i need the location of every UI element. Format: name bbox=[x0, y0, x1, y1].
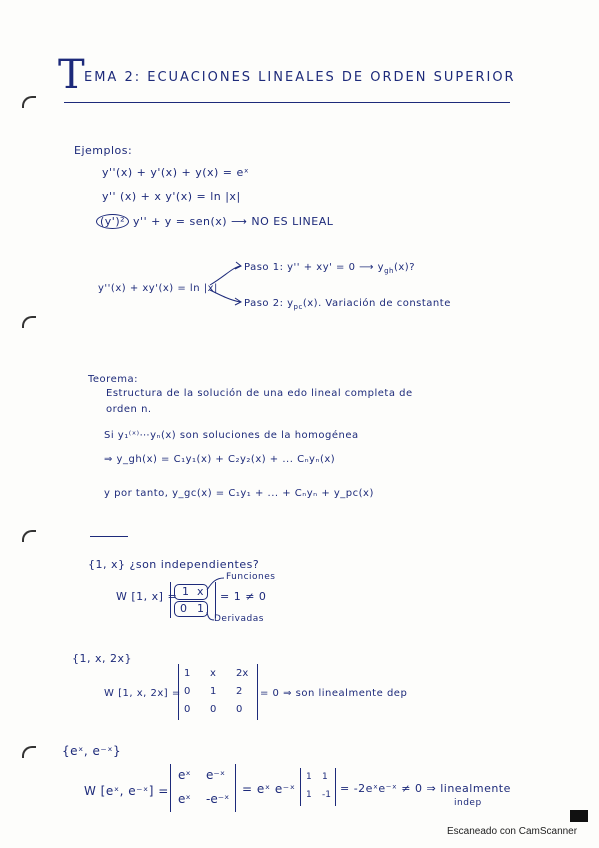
wronskian-1-lhs: W [1, x] = bbox=[116, 590, 178, 603]
theorem-line-3: Si y₁⁽ˣ⁾⋯yₙ(x) son soluciones de la homogénea bbox=[104, 430, 359, 441]
wronskian-3-lhs: W [eˣ, e⁻ˣ] = bbox=[84, 784, 169, 798]
example-equation-4: y''(x) + xy'(x) = ln |x| bbox=[98, 283, 218, 294]
paso-1-text: Paso 1: y'' + xy' = 0 ⟶ y bbox=[244, 262, 385, 273]
scanner-footer: Escaneado con CamScanner bbox=[447, 826, 578, 837]
functions-annotation: Funciones bbox=[226, 572, 276, 582]
page-title: EMA 2: ECUACIONES LINEALES DE ORDEN SUPERIOR bbox=[84, 70, 516, 85]
paso-2-end: (x). Variación de constante bbox=[302, 298, 451, 309]
paso-2-subscript: pc bbox=[293, 303, 303, 311]
page-title-initial: T bbox=[58, 52, 85, 98]
matrix-cell: 1 bbox=[306, 790, 312, 800]
matrix-cell: 2x bbox=[236, 668, 249, 679]
matrix-cell: 1 bbox=[184, 668, 191, 679]
theorem-line-4: ⇒ y_gh(x) = C₁y₁(x) + C₂y₂(x) + ... Cₙyₙ(x) bbox=[104, 454, 336, 465]
wronskian-1-result: = 1 ≠ 0 bbox=[220, 590, 267, 603]
matrix-cell: eˣ bbox=[178, 792, 191, 806]
examples-heading: Ejemplos: bbox=[74, 144, 133, 157]
matrix-cell: 2 bbox=[236, 686, 243, 697]
matrix-cell: x bbox=[197, 585, 204, 598]
example-equation-3-text: y'' + y = sen(x) ⟶ NO ES LINEAL bbox=[133, 215, 334, 228]
matrix-cell: 0 bbox=[180, 602, 187, 615]
paso-1-end: (x)? bbox=[393, 262, 415, 273]
matrix-cell: eˣ bbox=[178, 768, 191, 782]
matrix-cell: 1 bbox=[210, 686, 217, 697]
matrix-cell: -1 bbox=[322, 790, 331, 800]
wronskian-2-result: = 0 ⇒ son linealmente dep bbox=[260, 688, 408, 699]
theorem-line-5: y por tanto, y_gc(x) = C₁y₁ + ... + Cₙyₙ + y_pc(x) bbox=[104, 488, 374, 499]
matrix-cell: x bbox=[210, 668, 216, 679]
matrix-cell: 1 bbox=[322, 772, 328, 782]
derivatives-annotation: Derivadas bbox=[214, 614, 264, 624]
theorem-line-1: Estructura de la solución de una edo lineal completa de bbox=[106, 388, 413, 399]
wronskian-1-question: {1, x} ¿son independientes? bbox=[88, 558, 260, 571]
example-equation-1: y''(x) + y'(x) + y(x) = eˣ bbox=[102, 166, 250, 179]
wronskian-3-result: = -2eˣe⁻ˣ ≠ 0 ⇒ linealmente bbox=[340, 782, 511, 795]
matrix-cell: 0 bbox=[184, 704, 191, 715]
example-equation-2: y'' (x) + x y'(x) = ln |x| bbox=[102, 190, 241, 203]
paso-2-text: Paso 2: y bbox=[244, 298, 294, 309]
theorem-heading: Teorema: bbox=[88, 374, 138, 385]
theorem-line-2: orden n. bbox=[106, 404, 152, 415]
matrix-cell: 1 bbox=[182, 585, 189, 598]
paso-1-subscript: gh bbox=[384, 267, 394, 275]
matrix-cell: 0 bbox=[210, 704, 217, 715]
matrix-cell: 0 bbox=[236, 704, 243, 715]
circled-term: (y')² bbox=[96, 214, 129, 229]
matrix-cell: 1 bbox=[197, 602, 204, 615]
camscanner-logo bbox=[570, 810, 588, 822]
wronskian-2-lhs: W [1, x, 2x] = bbox=[104, 688, 181, 699]
wronskian-3-mid: = eˣ e⁻ˣ bbox=[242, 782, 296, 796]
matrix-cell: 1 bbox=[306, 772, 312, 782]
wronskian-3-result-2: indep bbox=[454, 798, 482, 808]
matrix-cell: 0 bbox=[184, 686, 191, 697]
matrix-cell: e⁻ˣ bbox=[206, 768, 226, 782]
wronskian-2-set: {1, x, 2x} bbox=[72, 652, 132, 665]
matrix-cell: -e⁻ˣ bbox=[206, 792, 230, 806]
wronskian-3-set: {eˣ, e⁻ˣ} bbox=[62, 744, 122, 758]
